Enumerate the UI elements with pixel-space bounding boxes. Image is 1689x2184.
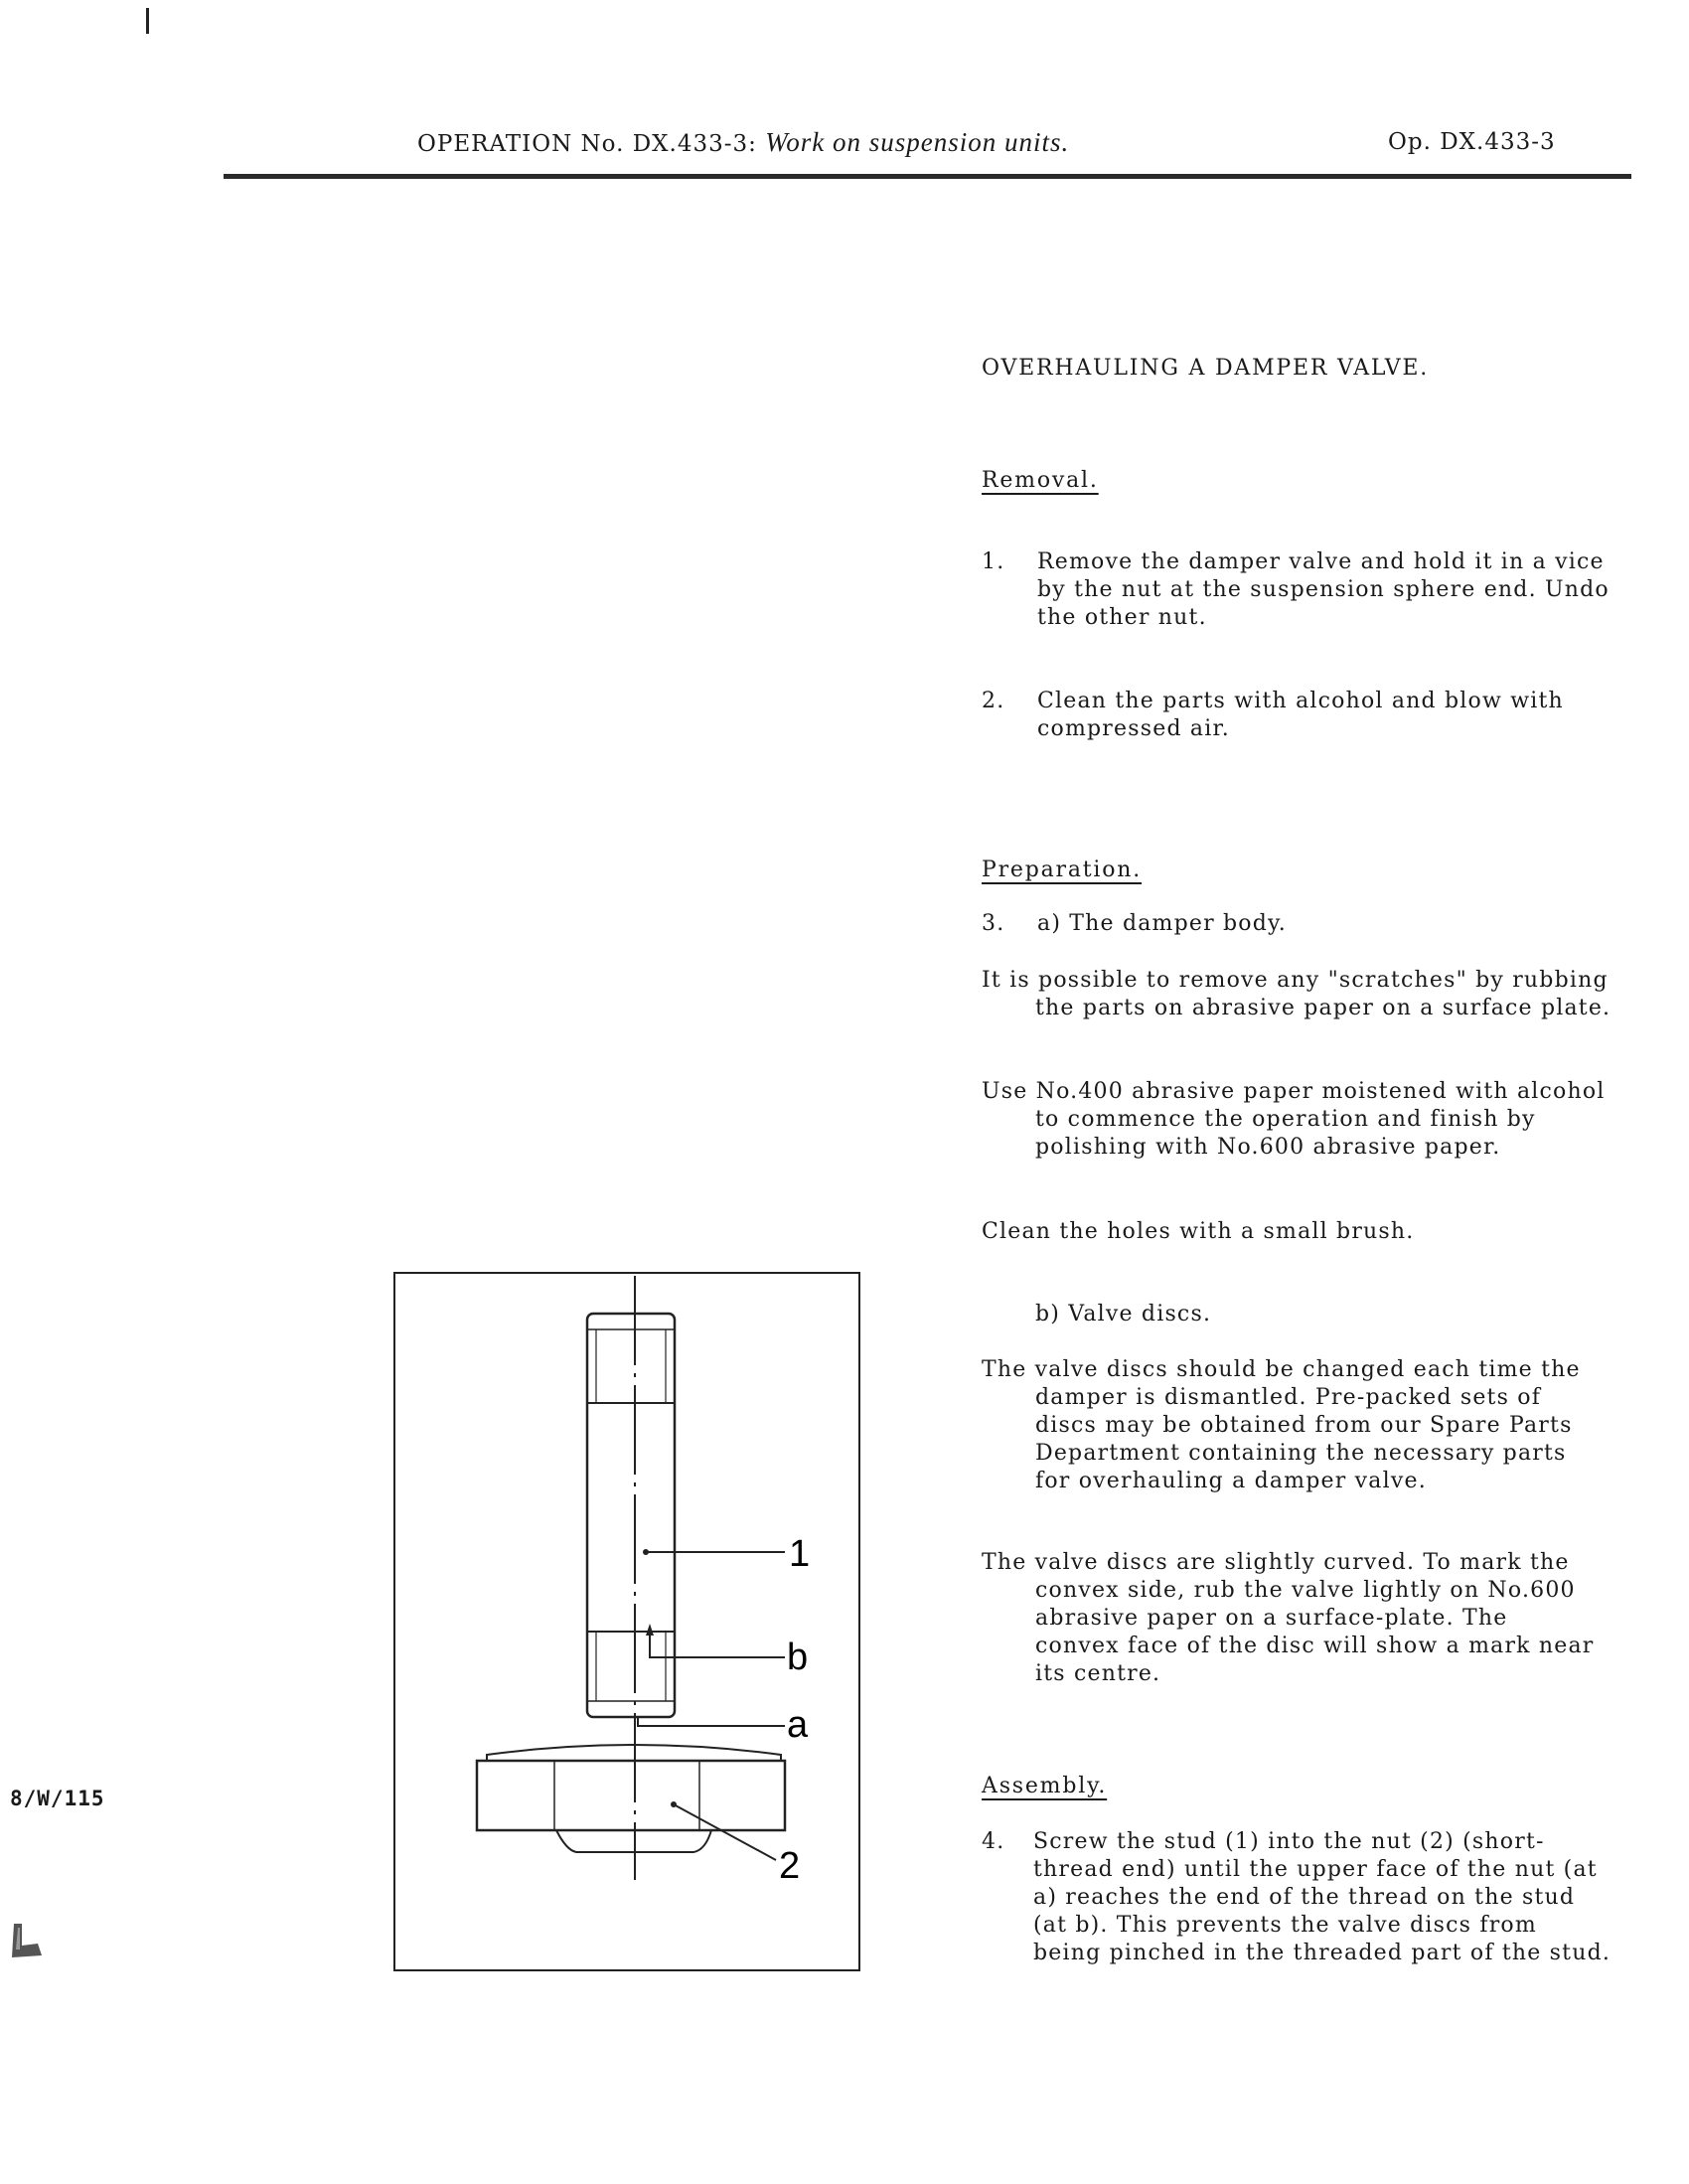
abrasive-paragraph: Use No.400 abrasive paper moistened with alcohol to commence the operation and finish by polishing with No.600 abrasive paper.: [982, 1079, 1606, 1160]
operation-header: [417, 127, 1069, 158]
step3-number: 3.: [982, 911, 1005, 936]
step3-line: [982, 910, 1627, 940]
discs-curved-paragraph: The valve discs are slightly curved. To mark the convex side, rub the valve lightly on No.600 abrasive paper on a surface-plate. The convex face of the disc will show a mark near its centre.: [982, 1550, 1595, 1686]
removal-heading: Removal.: [982, 468, 1099, 493]
operation-number: OPERATION No. DX.433-3:: [417, 131, 757, 157]
section-title: OVERHAULING A DAMPER VALVE.: [982, 356, 1430, 381]
side-reference-code: 8/W/115: [10, 1787, 105, 1810]
margin-mark: [146, 8, 149, 34]
item-number: 2.: [982, 689, 1005, 713]
figure-label-1: 1: [789, 1533, 811, 1575]
discs-change-paragraph: The valve discs should be changed each time the damper is dismantled. Pre-packed sets of discs may be obtained from our Spare Parts Department containing the necessary parts for overhauling a damper valve.: [982, 1357, 1581, 1493]
damper-valve-figure: [393, 1272, 860, 1971]
publisher-logo: [8, 1920, 46, 1961]
item-text: Clean the parts with alcohol and blow with compressed air.: [1037, 689, 1564, 741]
step4-text: Screw the stud (1) into the nut (2) (short- thread end) until the upper face of the nut (at a) reaches the end of the thread on the stud (at b). This prevents the valve discs from being pinched in the threaded part of the stud.: [1033, 1829, 1612, 1965]
list-item: [982, 688, 1627, 747]
step3-label: a) The damper body.: [1037, 911, 1287, 936]
preparation-heading: Preparation.: [982, 858, 1143, 882]
assembly-step: [982, 1828, 1637, 1977]
operation-title: Work on suspension units.: [765, 127, 1070, 157]
holes-paragraph: Clean the holes with a small brush.: [982, 1219, 1415, 1244]
scratches-paragraph: It is possible to remove any "scratches" by rubbing the parts on abrasive paper on a surface plate.: [982, 968, 1612, 1020]
valve-discs-subheading: b) Valve discs.: [1035, 1302, 1212, 1326]
figure-label-a: a: [787, 1704, 809, 1746]
item-text: Remove the damper valve and hold it in a vice by the nut at the suspension sphere end. Undo the other nut.: [1037, 549, 1610, 630]
operation-ref: Op. DX.433-3: [1388, 129, 1556, 155]
header-rule: [224, 174, 1631, 179]
damper-valve-diagram: [395, 1274, 858, 1969]
figure-label-2: 2: [779, 1845, 801, 1887]
figure-label-b: b: [787, 1637, 809, 1678]
assembly-heading: Assembly.: [982, 1774, 1108, 1798]
step4-number: 4.: [982, 1829, 1005, 1854]
item-number: 1.: [982, 549, 1005, 574]
list-item: [982, 548, 1627, 638]
